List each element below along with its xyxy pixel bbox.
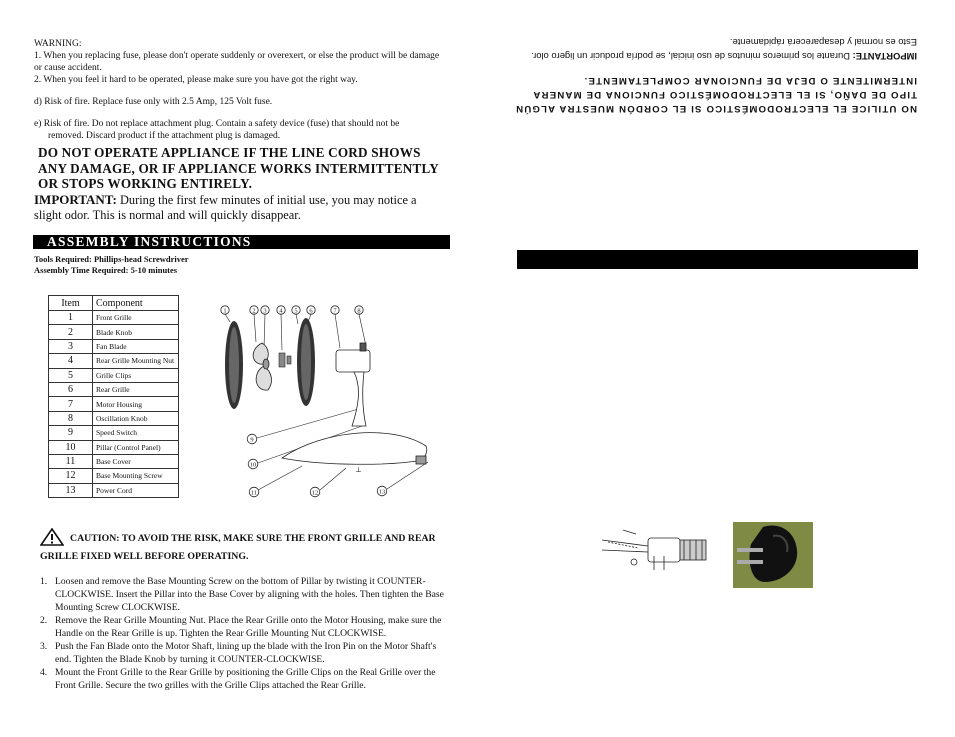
fan-assembly-diagram: [212, 298, 442, 504]
table-row: [49, 483, 179, 497]
table-cell-item: 12: [49, 469, 93, 483]
important-label: IMPORTANT:: [34, 192, 117, 207]
table-cell-component: Base Mounting Screw: [93, 469, 179, 483]
table-cell-component: Blade Knob: [93, 325, 179, 339]
right-page-rotated: [478, 0, 955, 737]
rear-grille-shape: [297, 318, 315, 406]
callout-9: 9: [250, 436, 254, 444]
assembly-title: ASSEMBLY INSTRUCTIONS: [47, 234, 252, 249]
assembly-steps: [40, 575, 445, 692]
table-cell-item: 5: [49, 368, 93, 382]
plug-photo: [733, 522, 813, 588]
step-number: 4.: [40, 667, 48, 678]
tools-info: [34, 254, 189, 276]
es-important-label: IMPORTANTE:: [852, 51, 917, 62]
table-cell-item: 8: [49, 411, 93, 425]
table-cell-item: 11: [49, 454, 93, 468]
caution-block: [40, 528, 450, 564]
table-header-item: Item: [49, 296, 93, 311]
table-cell-item: 10: [49, 440, 93, 454]
table-header-row: [49, 296, 179, 311]
table-cell-component: Speed Switch: [93, 426, 179, 440]
table-cell-component: Oscillation Knob: [93, 411, 179, 425]
table-row: [49, 469, 179, 483]
table-cell-item: 1: [49, 311, 93, 325]
base-shape: [282, 433, 427, 474]
list-item: [40, 666, 445, 692]
table-cell-component: Power Cord: [93, 483, 179, 497]
callout-12: 12: [311, 489, 319, 497]
table-cell-item: 7: [49, 397, 93, 411]
table-row: [49, 354, 179, 368]
plug-diagram: [598, 522, 718, 572]
warning-list: [34, 50, 444, 86]
step-text: Loosen and remove the Base Mounting Screw on the bottom of Pillar by twisting it COUNTER-CLOCKWISE. Insert the Pillar into the Base Cover by aligning with the holes. Then tighten the Base Mounting Screw CLOCKWISE.: [55, 576, 444, 613]
callout-6: 6: [309, 307, 313, 315]
tools-required: Tools Required: Phillips-head Screwdriver: [34, 254, 189, 264]
plug-photo-image: [733, 522, 813, 588]
table-row: [49, 454, 179, 468]
step-number: 3.: [40, 641, 48, 652]
callout-13: 13: [378, 488, 386, 496]
table-header-component: Component: [93, 296, 179, 311]
warning-title: WARNING:: [34, 39, 82, 49]
table-row: [49, 311, 179, 325]
table-cell-item: 2: [49, 325, 93, 339]
do-not-operate-warning: DO NOT OPERATE APPLIANCE IF THE LINE CORD SHOWS ANY DAMAGE, OR IF APPLIANCE WORKS INTERMITTENTLY OR STOPS WORKING ENTIRELY.: [38, 145, 439, 191]
es-important-note: [510, 35, 917, 63]
table-cell-component: Pillar (Control Panel): [93, 440, 179, 454]
table-row: [49, 382, 179, 396]
table-cell-component: Rear Grille: [93, 382, 179, 396]
table-cell-component: Base Cover: [93, 454, 179, 468]
right-banner: [517, 250, 918, 269]
callout-10: 10: [249, 461, 257, 469]
base-tick-mark: ⊥: [355, 466, 362, 474]
step-text: Mount the Front Grille to the Rear Grille by positioning the Grille Clips on the Real Grille over the Front Grille. Secure the two grilles with the Grille Clips attached the Rear Grille.: [55, 667, 436, 691]
table-cell-item: 3: [49, 339, 93, 353]
callout-7: 7: [333, 307, 337, 315]
step-number: 2.: [40, 615, 48, 626]
callout-5: 5: [294, 307, 298, 315]
callout-1: 1: [223, 307, 227, 315]
step-text: Remove the Rear Grille Mounting Nut. Place the Rear Grille onto the Motor Housing, make sure the Handle on the Rear Grille is up. Tighten the Rear Grille Mounting Nut CLOCKWISE.: [55, 615, 442, 639]
table-row: [49, 339, 179, 353]
warning-item-2: 2. When you feel it hard to be operated, please make sure you have got the right way.: [34, 75, 358, 85]
table-cell-item: 9: [49, 426, 93, 440]
table-cell-component: Fan Blade: [93, 339, 179, 353]
blade-shape: [253, 343, 271, 390]
table-cell-component: Motor Housing: [93, 397, 179, 411]
front-grille-shape: [225, 321, 243, 409]
table-row: [49, 411, 179, 425]
list-item: [40, 575, 445, 614]
table-cell-component: Grille Clips: [93, 368, 179, 382]
callout-4: 4: [279, 307, 283, 315]
component-table: [48, 295, 179, 498]
list-item: [40, 640, 445, 666]
callout-2: 2: [252, 307, 256, 315]
step-number: 1.: [40, 576, 48, 587]
assembly-instructions-banner: [33, 235, 450, 249]
caution-text: CAUTION: TO AVOID THE RISK, MAKE SURE THE FRONT GRILLE AND REAR GRILLE FIXED WELL BEFORE OPERATING.: [40, 533, 436, 562]
risk-e-text: [34, 118, 444, 142]
important-text: During the first few minutes of initial use, you may notice a slight odor. This is normal and will quickly disappear.: [34, 193, 417, 222]
table-row: [49, 368, 179, 382]
callout-3: 3: [263, 307, 267, 315]
step-text: Push the Fan Blade onto the Motor Shaft, lining up the blade with the Iron Pin on the Motor Shaft's end. Tighten the Blade Knob by turning it COUNTER-CLOCKWISE.: [55, 641, 437, 665]
callout-11: 11: [250, 489, 258, 497]
list-item: [40, 614, 445, 640]
important-note: [34, 192, 444, 223]
risk-e-line-1: e) Risk of fire. Do not replace attachment plug. Contain a safety device (fuse) that should not be: [34, 119, 400, 129]
warning-item-1: 1. When you replacing fuse, please don't operate suddenly or overexert, or else the product will be damage or cause accident.: [34, 51, 440, 73]
motor-housing-shape: [336, 343, 370, 426]
table-row: [49, 325, 179, 339]
table-row: [49, 397, 179, 411]
mounting-parts: [279, 353, 291, 367]
table-row: [49, 426, 179, 440]
assembly-time: Assembly Time Required: 5-10 minutes: [34, 265, 178, 275]
table-cell-component: Front Grille: [93, 311, 179, 325]
es-important-text: Durante los primeros minutos de uso inicial, se podría producir un ligero olor. Esto es normal y desaparecerá rápidamente.: [531, 37, 917, 62]
es-warning-text: NO UTILICE EL ELECTRODOMÉSTICO SI EL CORDÓN MUESTRA ALGÚN TIPO DE DAÑO, SI EL ELECTRODOMÉSTICO FUNCIONA DE MANERA INTERMITENTE O DEJA DE FUNCIONAR COMPLETAMENTE.: [514, 75, 917, 114]
caution-triangle-icon: [40, 528, 64, 546]
risk-e-line-2: removed. Discard product if the attachment plug is damaged.: [48, 131, 281, 141]
table-cell-item: 6: [49, 382, 93, 396]
table-cell-item: 13: [49, 483, 93, 497]
table-cell-component: Rear Grille Mounting Nut: [93, 354, 179, 368]
risk-d-text: d) Risk of fire. Replace fuse only with 2.5 Amp, 125 Volt fuse.: [34, 97, 273, 107]
table-row: [49, 440, 179, 454]
table-cell-item: 4: [49, 354, 93, 368]
callout-8: 8: [357, 307, 361, 315]
